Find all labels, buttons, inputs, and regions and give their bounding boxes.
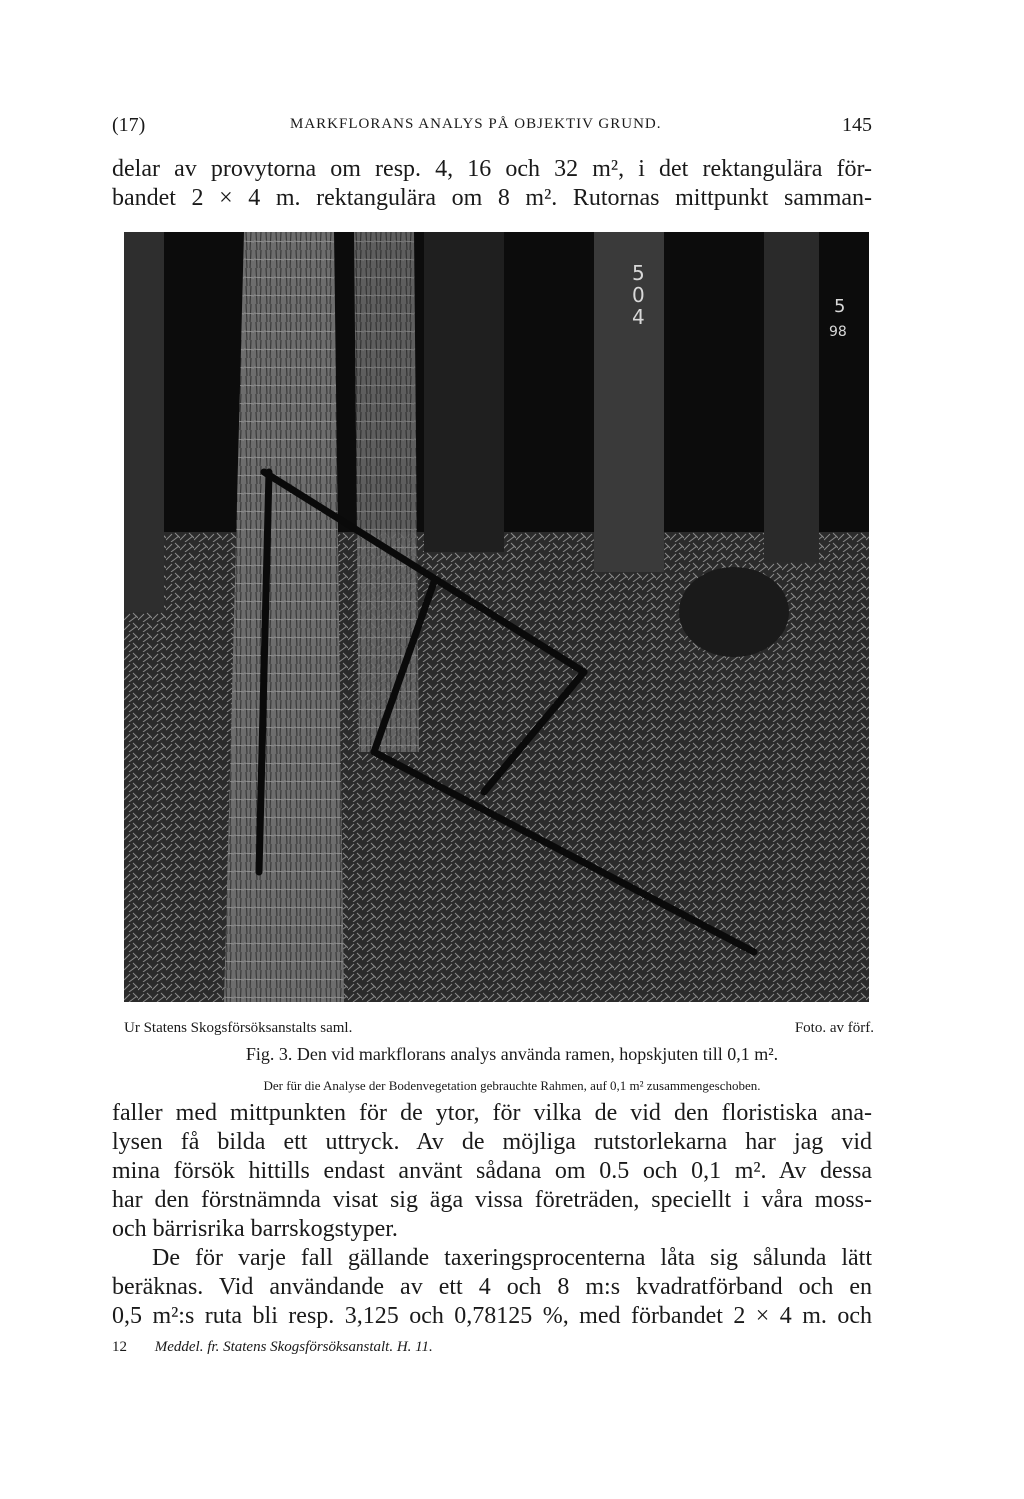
text-line: har den förstnämnda visat sig äga vissa företräden, speciellt i våra moss-: [112, 1187, 872, 1213]
running-title: MARKFLORANS ANALYS PÅ OBJEKTIV GRUND.: [290, 116, 662, 132]
text-line: delar av provytorna om resp. 4, 16 och 32 m², i det rektangulära för-: [112, 156, 872, 182]
forest-photo: [124, 232, 869, 1002]
paragraph-top: [112, 155, 872, 213]
text-line: De för varje fall gällande taxeringsprocenterna låta sig sålunda lätt: [152, 1245, 872, 1271]
tree-mark: 5: [834, 296, 846, 317]
text-line: mina försök hittills endast använt sådana om 0.5 och 0,1 m². Av dessa: [112, 1158, 872, 1184]
source-reference: Meddel. fr. Statens Skogsförsöksanstalt. H. 11.: [154, 1339, 433, 1355]
page-footer: [112, 1339, 872, 1356]
paragraph-bottom: [112, 1099, 872, 1331]
page-number: 145: [842, 114, 872, 136]
tree-trunk: [594, 232, 664, 572]
tree-mark: 4: [632, 305, 645, 329]
tree-trunk: [764, 232, 819, 562]
tree-trunk: [124, 232, 164, 612]
tree-trunk: [424, 232, 504, 552]
running-head: [112, 114, 872, 144]
tree-trunk: [224, 232, 344, 1002]
text-line: beräknas. Vid användande av ett 4 och 8 m:s kvadratförband och en: [112, 1274, 872, 1300]
forest-photo-image: [124, 232, 869, 1002]
stump: [679, 567, 789, 657]
signature-number: 12: [112, 1339, 127, 1355]
text-line: 0,5 m²:s ruta bli resp. 3,125 och 0,78125 %, med förbandet 2 × 4 m. och: [112, 1303, 872, 1329]
text-line: bandet 2 × 4 m. rektangulära om 8 m². Rutornas mittpunkt samman-: [112, 185, 872, 211]
tree-mark: 5: [632, 261, 645, 285]
figure-caption-german: Der für die Analyse der Bodenvegetation gebrauchte Rahmen, auf 0,1 m² zusammengeschoben.: [263, 1078, 761, 1093]
figure-caption: Fig. 3. Den vid markflorans analys använda ramen, hopskjuten till 0,1 m².: [245, 1044, 779, 1064]
text-line: och bärrisrika barrskogstyper.: [112, 1216, 398, 1242]
text-line: faller med mittpunkten för de ytor, för vilka de vid den floristiska ana-: [112, 1100, 872, 1126]
photographer-credit: Foto. av förf.: [794, 1020, 874, 1036]
section-number: (17): [112, 114, 146, 136]
collection-credit: Ur Statens Skogsförsöksanstalts saml.: [124, 1020, 353, 1036]
tree-trunk: [354, 232, 419, 752]
tree-mark: 0: [632, 283, 645, 307]
tree-mark: 98: [829, 324, 847, 340]
text-line: lysen få bilda ett uttryck. Av de möjliga rutstorlekarna har jag vid: [112, 1129, 872, 1155]
